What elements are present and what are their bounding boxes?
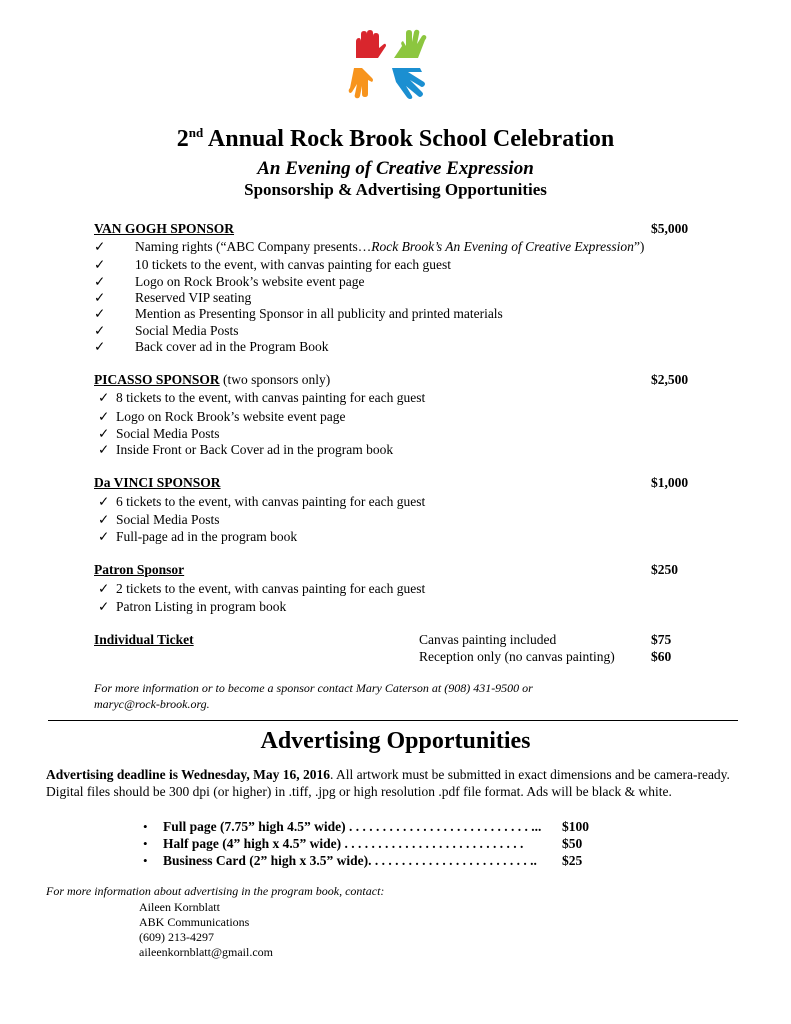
ad-rate-price: $25 <box>562 853 583 868</box>
list-item: 2 tickets to the event, with canvas painting for each guest <box>116 581 426 596</box>
deadline-date: Advertising deadline is Wednesday, May 16, 2016 <box>46 767 331 782</box>
bullet-icon: • <box>143 853 148 868</box>
sponsor-contact-line: For more information or to become a sponsor contact Mary Caterson at (908) 431-9500 or <box>94 681 533 695</box>
list-item: 6 tickets to the event, with canvas painting for each guest <box>116 494 426 509</box>
bullet-icon: • <box>143 819 148 834</box>
patron-tier-header <box>94 562 694 578</box>
check-icon: ✓ <box>94 306 106 321</box>
section-divider <box>48 720 738 721</box>
individual-ticket-label: Individual Ticket <box>94 632 194 647</box>
list-item: Social Media Posts <box>116 512 220 527</box>
list-item: Naming rights (“ABC Company presents…Rock Brook’s An Evening of Creative Expression”) <box>135 239 645 254</box>
check-icon: ✓ <box>98 494 110 509</box>
list-item: Patron Listing in program book <box>116 599 287 614</box>
advertising-deadline <box>46 766 746 800</box>
tier-name: VAN GOGH SPONSOR <box>94 221 235 236</box>
sponsor-contact-email[interactable]: maryc@rock-brook.org. <box>94 697 210 711</box>
list-item: Social Media Posts <box>116 426 220 441</box>
check-icon: ✓ <box>94 239 106 254</box>
tier-name: Da VINCI SPONSOR <box>94 475 221 490</box>
page-title: 2nd Annual Rock Brook School Celebration <box>176 125 615 152</box>
bullet-icon: • <box>143 836 148 851</box>
check-icon: ✓ <box>94 274 106 289</box>
list-item: Reserved VIP seating <box>135 290 252 305</box>
advertising-contact-intro: For more information about advertising in the program book, contact: <box>46 884 385 898</box>
list-item: Full-page ad in the program book <box>116 529 298 544</box>
list-item: Social Media Posts <box>135 323 239 338</box>
list-item: Back cover ad in the Program Book <box>135 339 329 354</box>
ticket-option-price: $75 <box>651 632 672 647</box>
check-icon: ✓ <box>94 323 106 338</box>
contact-company: ABK Communications <box>139 915 250 929</box>
advertising-title: Advertising Opportunities <box>260 728 531 754</box>
check-icon: ✓ <box>98 512 110 527</box>
event-subtitle: An Evening of Creative Expression <box>257 158 534 179</box>
contact-name: Aileen Kornblatt <box>139 900 220 914</box>
tier-price: $2,500 <box>651 372 689 387</box>
check-icon: ✓ <box>94 339 106 354</box>
ad-rate-price: $50 <box>562 836 583 851</box>
hands-logo-icon <box>348 28 428 100</box>
tier-name: Patron Sponsor <box>94 562 185 577</box>
tier-note: (two sponsors only) <box>219 372 331 387</box>
check-icon: ✓ <box>98 529 110 544</box>
ad-rate-price: $100 <box>562 819 589 834</box>
deadline-details: . All artwork must be submitted in exact dimensions and be camera-ready. Digital files should be 300 dpi (or higher) in .tiff, .jpg or high resolution .pdf file format. Ads will be black & white. <box>46 767 730 799</box>
da-vinci-tier-header <box>94 475 694 491</box>
ad-rate-label: Business Card (2” high x 3.5” wide). . . . . . . . . . . . . . . . . . . . . . . . .. <box>163 853 537 868</box>
list-item: Logo on Rock Brook’s website event page <box>135 274 365 289</box>
ticket-option-label: Canvas painting included <box>419 632 557 647</box>
ad-rate-label: Half page (4” high x 4.5” wide) . . . . . . . . . . . . . . . . . . . . . . . . . . . <box>163 836 524 851</box>
contact-phone: (609) 213-4297 <box>139 930 214 944</box>
list-item: 10 tickets to the event, with canvas painting for each guest <box>135 257 452 272</box>
tier-price: $5,000 <box>651 221 689 236</box>
check-icon: ✓ <box>98 581 110 596</box>
tier-name: PICASSO SPONSOR <box>94 372 220 387</box>
picasso-tier-header <box>94 372 694 388</box>
ad-rate-label: Full page (7.75” high 4.5” wide) . . . . . . . . . . . . . . . . . . . . . . . . . . . ... <box>163 819 542 834</box>
check-icon: ✓ <box>98 409 110 424</box>
section-subtitle: Sponsorship & Advertising Opportunities <box>244 180 547 199</box>
list-item: 8 tickets to the event, with canvas painting for each guest <box>116 390 426 405</box>
check-icon: ✓ <box>98 390 110 405</box>
list-item: Mention as Presenting Sponsor in all publicity and printed materials <box>135 306 503 321</box>
check-icon: ✓ <box>98 599 110 614</box>
ticket-option-label: Reception only (no canvas painting) <box>419 649 615 664</box>
contact-email[interactable]: aileenkornblatt@gmail.com <box>139 945 274 959</box>
check-icon: ✓ <box>98 442 110 457</box>
tier-price: $250 <box>651 562 678 577</box>
check-icon: ✓ <box>94 290 106 305</box>
van-gogh-tier-header <box>94 221 694 237</box>
check-icon: ✓ <box>94 257 106 272</box>
list-item: Inside Front or Back Cover ad in the program book <box>116 442 394 457</box>
sponsor-contact <box>94 680 614 712</box>
list-item: Logo on Rock Brook’s website event page <box>116 409 346 424</box>
check-icon: ✓ <box>98 426 110 441</box>
tier-price: $1,000 <box>651 475 689 490</box>
ticket-option-price: $60 <box>651 649 672 664</box>
